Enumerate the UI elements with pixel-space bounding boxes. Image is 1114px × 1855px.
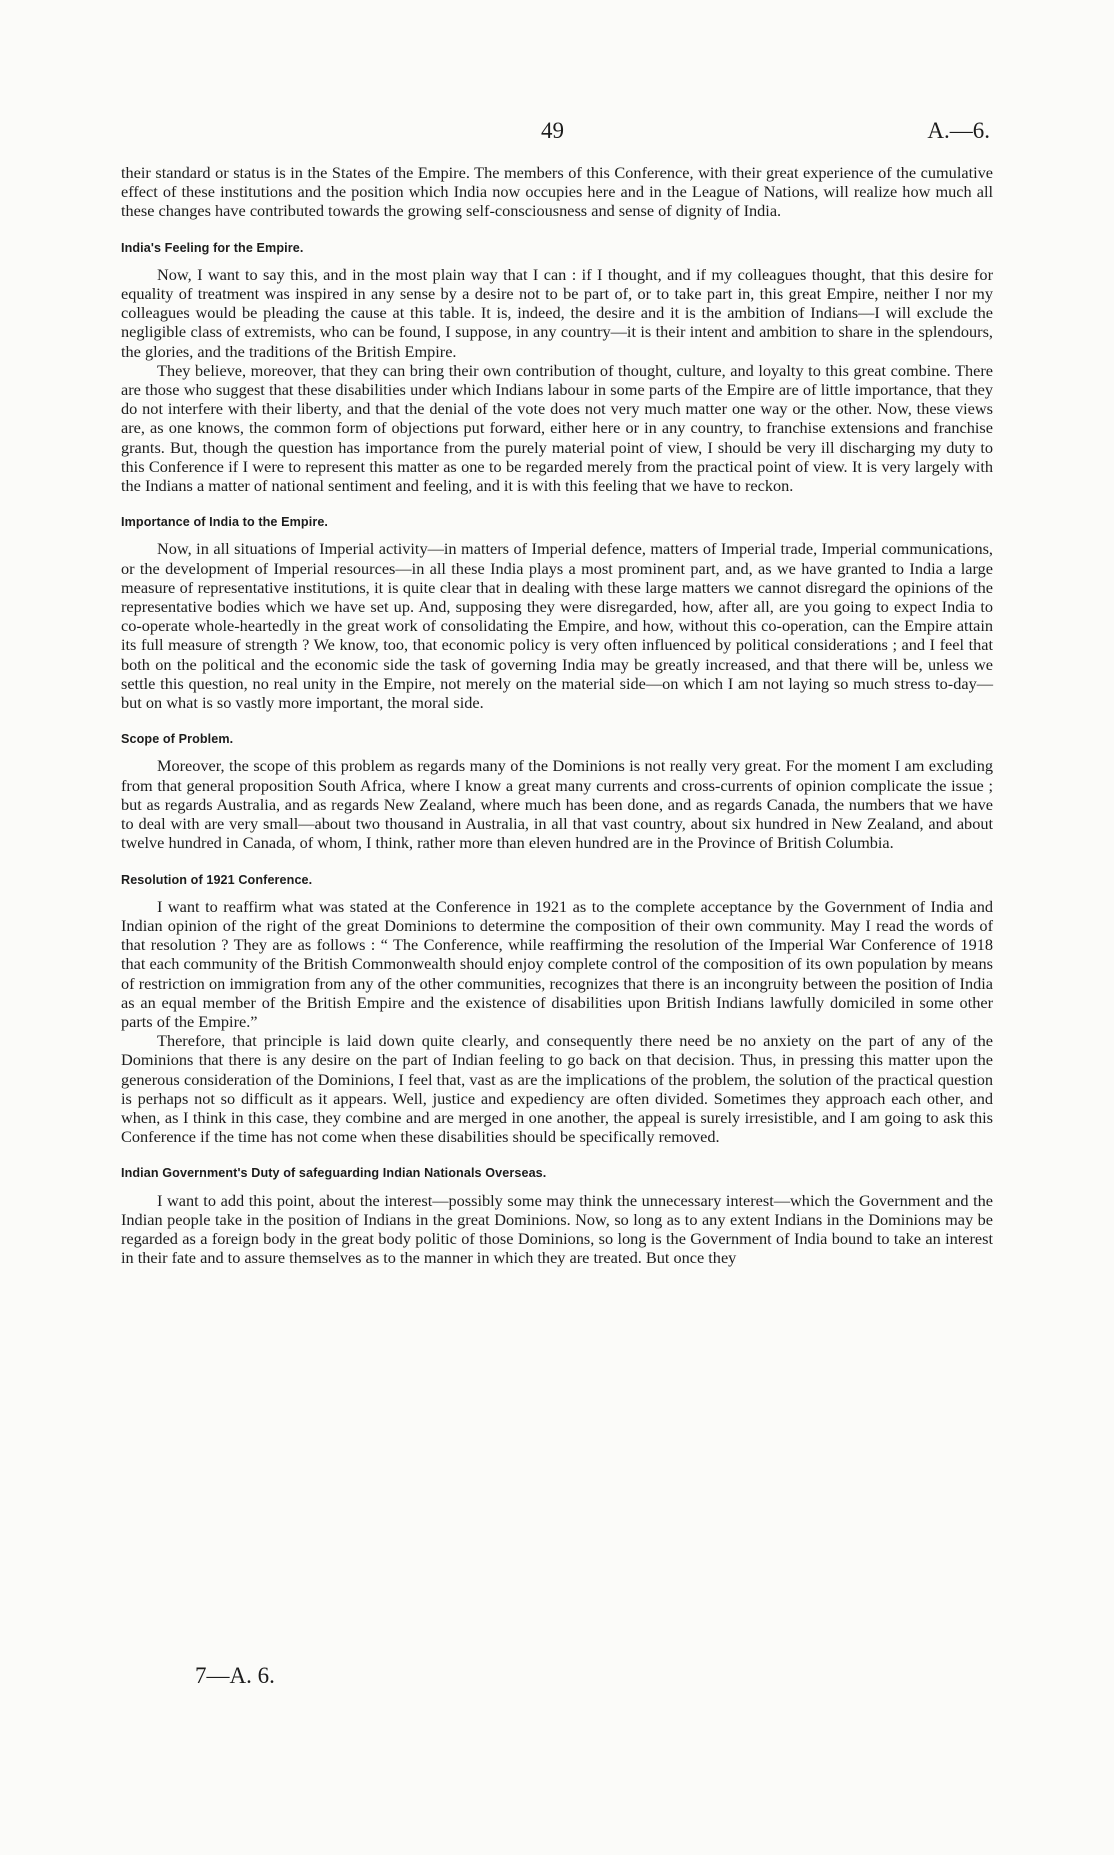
page-number: 49 — [541, 118, 564, 143]
paragraph: They believe, moreover, that they can bring their own contribution of thought, culture, and loyalty to this great combine. There are those who suggest that these disabilities under which Indians labour in some parts of the Empire are of little importance, that they do not interfere with their liberty, and that the denial of the vote does not very much matter one way or the other. Now, these views are, as one knows, the common form of objections put forward, either here or in any country, to franchise extensions and franchise grants. But, though the question has importance from the purely material point of view, I should be very ill discharging my duty to this Conference if I were to represent this matter as one to be regarded merely from the practical point of view. It is very largely with the Indians a matter of national sentiment and feeling, and it is with this feeling that we have to reckon. — [121, 360, 993, 496]
section-heading: Indian Government's Duty of safeguarding Indian Nationals Overseas. — [121, 1166, 547, 1181]
paragraph: Therefore, that principle is laid down quite clearly, and consequently there need be no anxiety on the part of any of the Dominions that there is any desire on the part of Indian feeling to go back on that decision. Thus, in pressing this matter upon the generous consideration of the Dominions, I feel that, vast as are the implications of the problem, the solution of the practical question is perhaps not so difficult as it appears. Well, justice and expediency are often divided. Sometimes they approach each other, and when, as I think in this case, they combine and are merged in one another, the appeal is surely irresistible, and I am going to ask this Conference if the time has not come when these disabilities should be specifically removed. — [121, 1031, 993, 1147]
section-heading: Resolution of 1921 Conference. — [121, 872, 313, 887]
paragraph: Now, in all situations of Imperial activity—in matters of Imperial defence, matters of Imperial trade, Imperial communications, or the development of Imperial resources—in all these India plays a most prominent part, and, as we have granted to India a large measure of representative institutions, it is quite clear that in dealing with these large matters we cannot disregard the opinions of the representative bodies which we have set up. And, supposing they were disregarded, how, after all, are you going to expect India to co-operate whole-heartedly in the great work of consolidating the Empire, and how, without this co-operation, can the Empire attain its full measure of strength ? We know, too, that economic policy is very often influenced by political considerations ; and I feel that both on the political and the economic side the task of governing India may be greatly increased, and that there will be, unless we settle this question, no real unity in the Empire, not merely on the material side—on which I am not laying so much stress to-day—but on what is so vastly more important, the moral side. — [121, 539, 993, 713]
page-header — [0, 118, 1114, 148]
signature-mark: 7—A. 6. — [195, 1663, 275, 1688]
section-scope-of-problem — [121, 730, 993, 852]
intro-paragraph: their standard or status is in the States of the Empire. The members of this Conference, with their great experience of the cumulative effect of these institutions and the position which India now occupies here and in the League of Nations, will realize how much all these changes have contributed towards the growing self-consciousness and sense of dignity of India. — [121, 163, 993, 221]
section-heading: Scope of Problem. — [121, 732, 234, 747]
section-government-duty — [121, 1164, 993, 1267]
paragraph: I want to reaffirm what was stated at the Conference in 1921 as to the complete acceptance by the Government of India and Indian opinion of the right of the great Dominions to determine the composition of their own community. May I read the words of that resolution ? They are as follows : “ The Conference, while reaffirming the resolution of the Imperial War Conference of 1918 that each community of the British Commonwealth should enjoy complete control of the composition of its own population by means of restriction on immigration from any of the other communities, recognizes that there is an incongruity between the position of India as an equal member of the British Empire and the existence of disabilities upon British Indians lawfully domiciled in some other parts of the Empire.” — [121, 896, 993, 1031]
body-text — [121, 163, 993, 1267]
paragraph: Now, I want to say this, and in the most plain way that I can : if I thought, and if my colleagues thought, that this desire for equality of treatment was inspired in any sense by a desire not to be part of, or to take part in, this great Empire, neither I nor my colleagues would be pleading the cause at this table. It is, indeed, the desire and it is the ambition of Indians—I will exclude the negligible class of extremists, who can be found, I suppose, in any country—it is their intent and ambition to share in the splendours, the glories, and the traditions of the British Empire. — [121, 264, 993, 361]
section-heading: India's Feeling for the Empire. — [121, 240, 304, 255]
section-resolution-1921 — [121, 871, 993, 1147]
section-importance-of-india — [121, 513, 993, 712]
document-reference: A.—6. — [927, 118, 990, 143]
section-heading: Importance of India to the Empire. — [121, 515, 329, 530]
paragraph: Moreover, the scope of this problem as regards many of the Dominions is not really very great. For the moment I am excluding from that general proposition South Africa, where I know a great many currents and cross-currents of opinion complicate the issue ; but as regards Australia, and as regards New Zealand, where much has been done, and as regards Canada, the numbers that we have to deal with are very small—about two thousand in Australia, in all that vast country, about six hundred in New Zealand, and about twelve hundred in Canada, of whom, I think, rather more than eleven hundred are in the Province of British Columbia. — [121, 756, 993, 853]
paragraph: I want to add this point, about the interest—possibly some may think the unnecessary interest—which the Government and the Indian people take in the position of Indians in the great Dominions. Now, so long as to any extent Indians in the Dominions may be regarded as a foreign body in the great body politic of those Dominions, so long is the Government of India bound to take an interest in their fate and to assure themselves as to the manner in which they are treated. But once they — [121, 1190, 993, 1268]
section-india-feeling — [121, 239, 993, 496]
